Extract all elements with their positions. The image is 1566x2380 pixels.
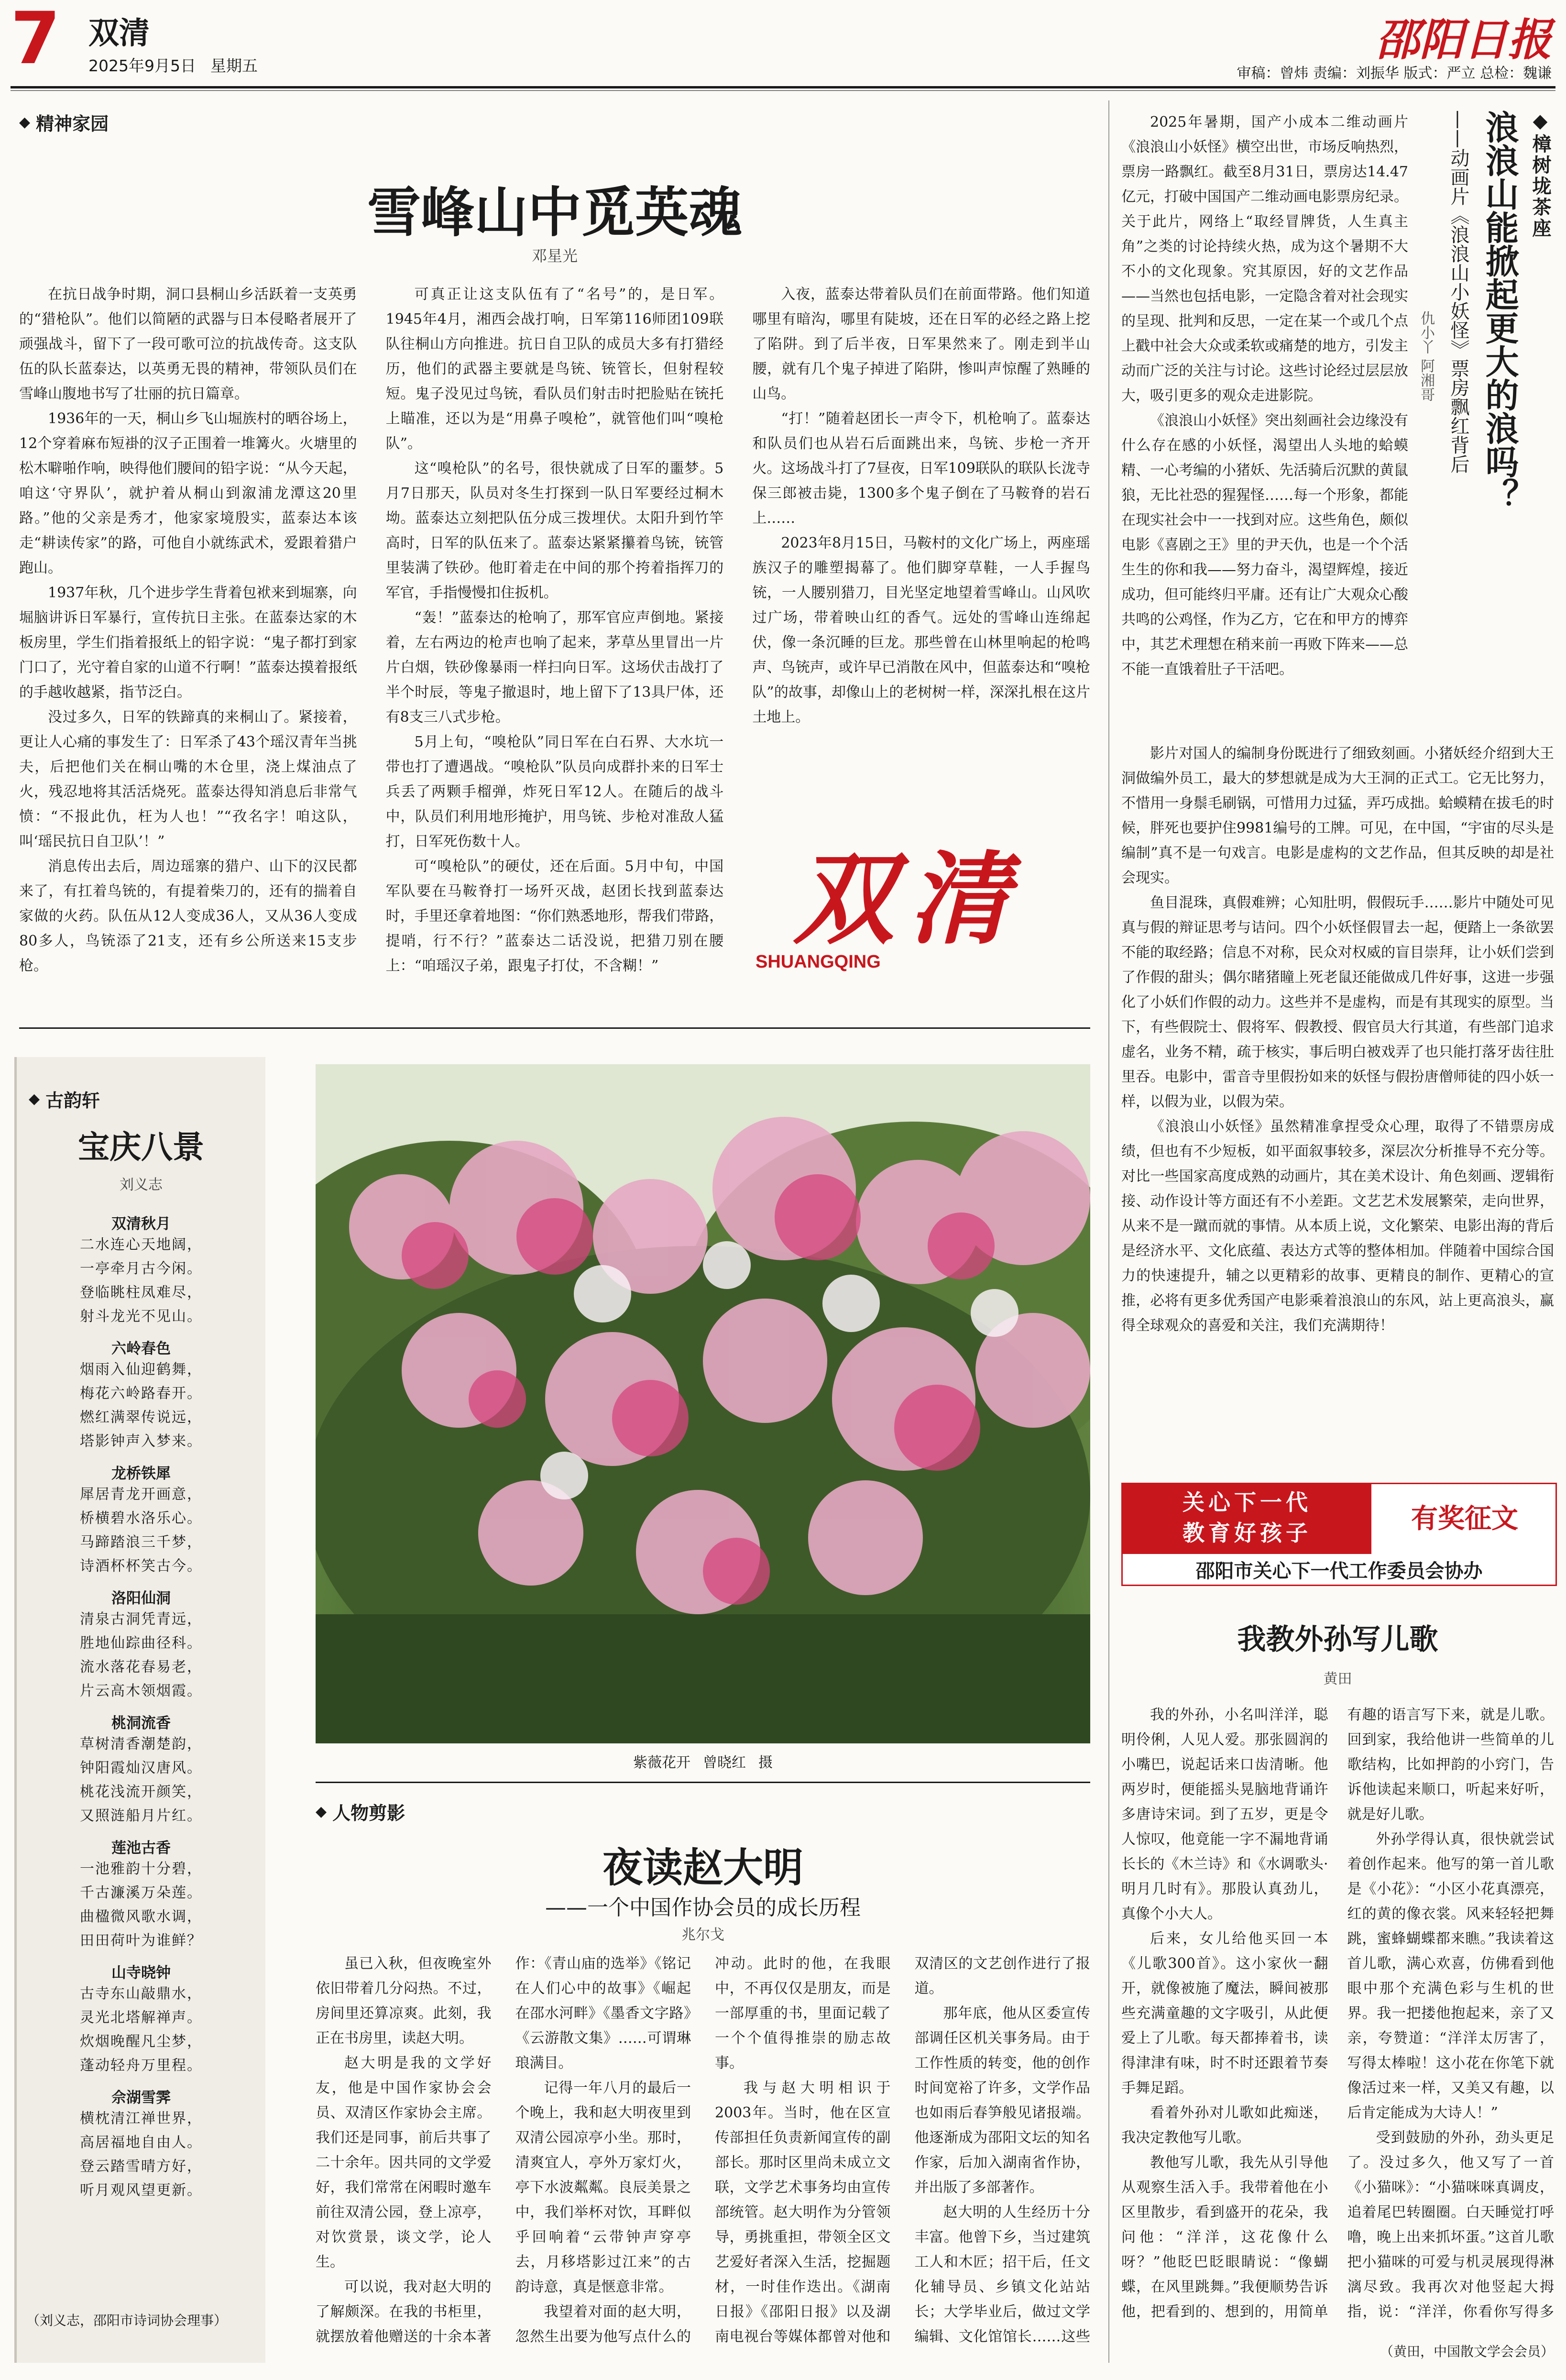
poem-line: 草树清香潮楚韵， — [80, 1736, 202, 1752]
section-label-text: 古韵轩 — [45, 1090, 100, 1111]
article-author: 邓星光 — [531, 247, 578, 265]
poem-line: 蓬动轻舟万里程。 — [80, 2057, 202, 2074]
poem-line: 二水连心天地阔， — [80, 1236, 202, 1253]
paragraph: 1936年的一天，桐山乡飞山堀族村的晒谷场上，12个穿着麻布短褂的汉子正围着一堆篝火。火塘里的松木噼啪作响，映得他们腰间的铅字说：“从今天起，咱这‘守界队’，就护着从桐山到溆浦龙潭这20里路。”他的父亲是秀才，他家家境殷实，蓝泰达本该走“耕读传家”的路，可他自小就练武术，爱跟着猎户跑山。 — [19, 410, 357, 576]
shuangqing-logo-en: SHUANGQING — [756, 952, 881, 972]
paragraph: 受到鼓励的外孙，劲头更足了。没过多久，他又写了一首《小猫咪》：“小猫咪咪真调皮，追着尾巴转圈圈。白天睡觉打呼噜，晚上出来抓坏蛋。”这首儿歌把小猫咪的可爱与机灵展现得淋漓尽致。我再次对他竖起大拇指，说：“洋洋，你看你写得多 — [1347, 2129, 1554, 2320]
section-label-text: 人物剪影 — [332, 1803, 405, 1824]
poem-line: 燃红满翠传说远， — [80, 1409, 202, 1426]
poem — [19, 2085, 263, 2203]
poem — [19, 1212, 263, 1329]
poem-line: 桥横碧水洛乐心。 — [80, 1510, 202, 1527]
poem-line: 田田荷叶为谁鲜？ — [80, 1932, 202, 1949]
masthead-rule — [11, 86, 1555, 88]
page-number: 7 — [11, 0, 61, 80]
poem-line: 又照涟船月片红。 — [80, 1807, 202, 1824]
article-subtitle: ——一个中国作协会员的成长历程 — [545, 1895, 861, 1920]
paragraph: 教他写儿歌，我先从引导他从观察生活入手。我带着他在小区里散步，看到盛开的花朵，我问他：“洋洋，这花像什么呀？”他眨巴眨眼睛说：“像蝴蝶，在风里跳舞。”我便顺势告诉他，把看到的、想到的，用简单有趣的语言写下来，就是儿歌。回到家，我给他讲一些简单的儿歌结构，比如押韵的小窍门，告诉他读起来顺口，听起来好听，就是好儿歌。 — [1121, 1707, 1554, 2320]
poem — [19, 1586, 263, 1703]
paragraph: 在抗日战争时期，洞口县桐山乡活跃着一支英勇的“猎枪队”。他们以简陋的武器与日本侵略者展开了顽强战斗，留下了一段可歌可泣的抗战传奇。这支队伍的队长蓝泰达，以英勇无畏的精神，带领队员们在雪峰山腹地书写了壮丽的抗日篇章。 — [19, 286, 357, 402]
section-label-renwu — [316, 1798, 405, 1825]
paragraph: 消息传出去后，周边瑶寨的猎户、山下的汉民都来了，有扛着鸟铳的，有提着柴刀的，还有的揣着自家做的火药。队伍从12人变成36人，又从36人变成80多人，鸟铳添了21支，还有乡公所送来15支步枪。 — [19, 858, 357, 974]
poem-line: 片云高木领烟霞。 — [80, 1683, 202, 1699]
poem-line: 一池雅韵十分碧， — [80, 1861, 202, 1877]
poem-title: 莲池古香 — [111, 1840, 171, 1857]
section-label-text: 精神家园 — [36, 113, 109, 134]
paragraph: 可真正让这支队伍有了“名号”的，是日军。1945年4月，湘西会战打响，日军第116师团109联队往桐山方向推进。抗日自卫队的成员大多有打猎经历，他们的武器主要就是鸟铳、铳管长，但射程较短。鬼子没见过鸟铳，看队员们射击时把脸贴在铳托上瞄准，还以为是“用鼻子嗅枪”，就管他们叫“嗅枪队”。 — [385, 286, 724, 452]
section-label-text: 樟树垅茶座 — [1529, 134, 1551, 239]
poem — [19, 1836, 263, 1953]
staff-credits: 审稿：曾炜 责编：刘振华 版式：严立 总检：魏谦 — [1237, 65, 1552, 82]
paragraph: 我的外孙，小名叫洋洋，聪明伶俐，人见人爱。那张圆润的小嘴巴，说起话来口齿清晰。他两岁时，便能摇头晃脑地背诵许多唐诗宋词。到了五岁，更是令人惊叹，他竟能一字不漏地背诵长长的《木兰诗》和《水调歌头·明月几时有》。那股认真劲儿，真像个小大人。 — [1121, 1707, 1328, 1922]
poem-line: 古寺东山敲鼎水， — [80, 1985, 202, 2002]
author-note: （黄田，中国散文学会会员） — [1380, 2344, 1554, 2359]
paragraph: 赵大明是我的文学好友，他是中国作家协会会员、双清区作家协会主席。我们还是同事，前后共事了二十余年。因共同的文学爱好，我们常常在闲暇时邀车前往双清公园，登上凉亭，对饮赏景，谈文学，论人生。 — [316, 2055, 492, 2270]
paragraph: 那年底，他从区委宣传部调任区机关事务局。由于工作性质的转变，他的创作时间宽裕了许多，文学作品也如雨后春笋般见诸报端。他逐渐成为邵阳文坛的知名作家，后加入湖南省作协，并出版了多部著作。 — [914, 2005, 1090, 2196]
paragraph: 我与赵大明相识于2003年。当时，他在区宣传部担任负责新闻宣传的副部长。那时区里尚未成立文联，文学艺术事务均由宣传部统管。赵大明作为分管领导，勇挑重担，带领全区文艺爱好者深入生活，挖掘题材，一时佳作迭出。《湖南日报》《邵阳日报》以及湖南电视台等媒体都曾对他和双清区的文艺创作进行了报道。 — [715, 1955, 1090, 2345]
diamond-icon: ◆ — [29, 1091, 40, 1107]
poem-title: 双清秋月 — [111, 1215, 171, 1233]
poem-line: 曲楹微风歌水调， — [80, 1908, 202, 1925]
poet-note: （刘义志，邵阳市诗词协会理事） — [26, 2313, 228, 2328]
chahua-title-block — [1415, 110, 1554, 741]
diamond-icon: ◆ — [19, 114, 31, 131]
contest-slogan — [1123, 1484, 1371, 1554]
masthead-rule-thin — [11, 90, 1555, 91]
contest-banner — [1121, 1483, 1557, 1586]
poem-line: 射斗龙光不见山。 — [80, 1308, 202, 1325]
poem — [19, 1461, 263, 1578]
poem-collection-title: 宝庆八景 — [78, 1129, 204, 1166]
divider — [316, 1782, 1090, 1783]
paragraph: 《浪浪山小妖怪》突出刻画社会边缘没有什么存在感的小妖怪，渴望出人头地的蛤蟆精、一心考编的小猪妖、先活骑后沉默的黄鼠狼，无比社恐的猩猩怪……每一个形象，都能在现实社会中一一找到对应。这些角色，颇似电影《喜剧之王》里的尹天仇，也是一个个活生生的你和我——努力奋斗，渴望辉煌，接近成功，但可能终归平庸。还有让广大观众心酸共鸣的公鸡怪，作为乙方，它在和甲方的博弈中，其艺术理想在稍来前一再败下阵来——总不能一直饿着肚子干活吧。 — [1121, 412, 1408, 678]
contest-badge: 有奖征文 — [1411, 1503, 1518, 1534]
article-subtitle: ——动画片《浪浪山小妖怪》票房飘红背后 — [1447, 110, 1469, 474]
page-name: 双清 — [88, 16, 150, 51]
shuangqing-logo — [736, 840, 1081, 990]
poem — [19, 1336, 263, 1454]
section-label-jingshen — [19, 109, 109, 135]
section-label-guyun — [29, 1086, 100, 1112]
article-title: 雪峰山中觅英魂 — [367, 182, 742, 244]
paragraph: 1937年秋，几个进步学生背着包袱来到堀寨，向堀脑讲诉日军暴行，宣传抗日主张。在蓝泰达家的木板房里，学生们指着报纸上的铅字说：“鬼子都打到家门口了，光守着自家的山道不行啊！”蓝泰达摸着报纸的手越收越紧，指节泛白。 — [19, 584, 357, 701]
paragraph: 可“嗅枪队”的硬仗，还在后面。5月中旬，中国军队要在马鞍脊打一场歼灭战，赵团长找到蓝泰达时，手里还拿着地图：“你们熟悉地形，帮我们带路，提哨，行不行？”蓝泰达二话没说，把猎刀别在腰上：“咱瑶汉子弟，跟鬼子打仗，不含糊！” — [385, 858, 724, 974]
poem-list — [19, 1208, 263, 2210]
poem-line: 马蹄踏浪三千梦， — [80, 1534, 202, 1551]
poem — [19, 1961, 263, 2078]
poem-line: 钟阳霞灿汉唐风。 — [80, 1760, 202, 1776]
flower-photo — [316, 1064, 1090, 1743]
poem-line: 塔影钟声入梦来。 — [80, 1433, 202, 1450]
diamond-icon: ◆ — [1529, 110, 1551, 134]
poem-title: 佘湖雪霁 — [111, 2089, 171, 2106]
photo-credit: 摄 — [758, 1754, 773, 1771]
poem-line: 诗酒杯杯笑古今。 — [80, 1558, 202, 1575]
poem-title: 六岭春色 — [111, 1340, 171, 1357]
article-body-erge — [1121, 1703, 1554, 2339]
paper-name: 邵阳日报 — [1375, 14, 1552, 66]
poem-line: 烟雨入仙迎鹤舞， — [80, 1361, 202, 1378]
paragraph: 记得一年八月的最后一个晚上，我和赵大明夜里到双清公园凉亭小坐。那时，清爽宜人，亭外万家灯火，亭下水波粼粼。良辰美景之中，我们举杯对饮，耳畔似乎回响着“云带钟声穿亭去，月移塔影过江来”的古韵诗意，真是惬意非常。 — [515, 2080, 691, 2295]
poem-line: 横枕清江禅世界， — [80, 2110, 202, 2127]
poem-line: 高居福地自由人。 — [80, 2134, 202, 2151]
poem-line: 梅花六岭路春开。 — [80, 1385, 202, 1402]
poem-line: 登临眺柱凤难尽， — [80, 1284, 202, 1301]
divider — [19, 1027, 1090, 1029]
poem-title: 洛阳仙洞 — [111, 1590, 171, 1607]
article-body-chahua — [1121, 110, 1408, 741]
paragraph: 可以说，我对赵大明的了解颇深。在我的书柜里，就摆放着他赠送的十余本著作：《青山庙的选举》《铭记在人们心中的故事》《崛起在邵水河畔》《墨香文字路》《云游散文集》……可谓琳琅满目。 — [316, 1955, 691, 2345]
diamond-icon: ◆ — [316, 1803, 327, 1820]
article-body-chahua-cont — [1121, 741, 1554, 1461]
paragraph: 5月上旬，“嗅枪队”同日军在白石界、大水坑一带也打了遭遇战。“嗅枪队”队员向成群扑来的日军士兵丢了两颗手榴弹，炸死日军12人。在随后的战斗中，队员们利用地形掩护，用鸟铳、步枪对准敌人猛打，日军死伤数十人。 — [385, 734, 724, 850]
article-title: 浪浪山能掀起更大的浪吗？ — [1480, 110, 1519, 512]
paragraph: 虽已入秋，但夜晚室外依旧带着几分闷热。不过，房间里还算凉爽。此刻，我正在书房里，读赵大明。 — [316, 1955, 492, 2047]
article-title: 夜读赵大明 — [602, 1844, 803, 1891]
poem-line: 清泉古洞凭青远， — [80, 1611, 202, 1628]
photo-caption — [316, 1751, 1090, 1772]
article-author: 黄田 — [1323, 1671, 1352, 1687]
poem-line: 登云踏雪晴方好， — [80, 2158, 202, 2175]
paragraph: 2025年暑期，国产小成本二维动画片《浪浪山小妖怪》横空出世，市场反响热烈，票房一路飘红。截至8月31日，票房达14.47亿元，打破中国国产二维动画电影票房纪录。关于此片，网络上“取经冒牌货，人生真主角”之类的讨论持续火热，成为这个暑期不大不小的文化现象。究其原因，好的文艺作品——当然也包括电影，一定隐含着对社会现实的呈现、批判和反思，一定在某一个或几个点上戳中社会大众或柔软或痛楚的地方，引发主动而广泛的关注与讨论。这些讨论经过层层放大，吸引更多的观众走进影院。 — [1121, 114, 1408, 404]
column-rule — [1108, 100, 1109, 2363]
poem-author: 刘义志 — [120, 1177, 163, 1193]
photographer: 曾晓红 — [703, 1754, 746, 1771]
paragraph: 没过多久，日军的铁蹄真的来桐山了。紧接着，更让人心痛的事发生了：日军杀了43个瑶汉青年当挑夫，后把他们关在桐山嘴的木仓里，浇上煤油点了火，残忍地将其活活烧死。蓝泰达得知消息后非常气愤：“不报此仇，枉为人也！”“孜名字！咱这队，叫‘瑶民抗日自卫队’！” — [19, 709, 357, 850]
article-title: 我教外孙写儿歌 — [1237, 1623, 1438, 1656]
poem-line: 胜地仙踪曲径科。 — [80, 1635, 202, 1652]
section-label-chahua — [1527, 110, 1554, 741]
contest-line1: 关心下一代 — [1183, 1489, 1312, 1515]
paragraph: “轰！”蓝泰达的枪响了，那军官应声倒地。紧接着，左右两边的枪声也响了起来，茅草丛里冒出一片片白烟，铁砂像暴雨一样扫向日军。这场伏击战打了半个时辰，等鬼子撤退时，地上留下了13具尸体，还有8支三八式步枪。 — [385, 609, 724, 726]
poem — [19, 1711, 263, 1828]
paragraph: 看着外孙对儿歌如此痴迷，我决定教他写儿歌。 — [1121, 2105, 1328, 2146]
poem-line: 听月观风望更新。 — [80, 2182, 202, 2199]
poem-line: 一亭牵月古今闲。 — [80, 1260, 202, 1277]
article-authors: 仇小丫 阿湘哥 — [1418, 311, 1435, 402]
shuangqing-logo-cn: 双清 — [793, 840, 1023, 958]
poem-title: 桃洞流香 — [111, 1715, 171, 1732]
poem-title: 龙桥铁犀 — [111, 1465, 171, 1482]
poem-line: 桃花浅流开颜笑， — [80, 1784, 202, 1800]
paragraph: 《浪浪山小妖怪》虽然精准拿捏受众心理，取得了不错票房成绩，但也有不少短板，如平面叙事较多，深层次分析推导不充分等。对比一些国家高度成熟的动画片，其在美术设计、角色刻画、逻辑衔接、动作设计等方面还有不小差距。文艺艺术发展繁荣，走向世界，从来不是一蹴而就的事情。从本质上说，文化繁荣、电影出海的背后是经济水平、文化底蕴、表达方式等的整体相加。伴随着中国综合国力的快速提升，辅之以更精彩的故事、更精良的制作、更精心的宣推，必将有更多优秀国产电影乘着浪浪山的东风，站上更高浪头，赢得全球观众的喜爱和关注，我们充满期待！ — [1121, 1118, 1554, 1334]
poem-line: 炊烟晚醒凡尘梦， — [80, 2033, 202, 2050]
poem-line: 犀居青龙开画意， — [80, 1486, 202, 1503]
contest-line2: 教育好孩子 — [1183, 1520, 1312, 1546]
poem-line: 流水落花春易老， — [80, 1659, 202, 1675]
date: 2025年9月5日 — [88, 56, 196, 75]
contest-organizer: 邵阳市关心下一代工作委员会协办 — [1195, 1560, 1483, 1582]
paragraph: 这“嗅枪队”的名号，很快就成了日军的噩梦。5月7日那天，队员对冬生打探到一队日军要经过桐木坳。蓝泰达立刻把队伍分成三拨埋伏。太阳升到竹竿高时，日军的队伍来了。蓝泰达紧紧攥着鸟铳，铳管里装满了铁砂。他盯着走在中间的那个挎着指挥刀的军官，手指慢慢扣住扳机。 — [385, 460, 724, 601]
paragraph: 2023年8月15日，马鞍村的文化广场上，两座瑶族汉子的雕塑揭幕了。他们脚穿草鞋，一人手握鸟铳，一人腰别猎刀，目光坚定地望着雪峰山。山风吹过广场，带着映山红的香气。远处的雪峰山连绵起伏，像一条沉睡的巨龙。那些曾在山林里响起的枪鸣声、鸟铳声，或许早已消散在风中，但蓝泰达和“嗅枪队”的故事，却像山上的老树树一样，深深扎根在这片土地上。 — [752, 535, 1090, 726]
paragraph: 影片对国人的编制身份既进行了细致刻画。小猪妖经介绍到大王洞做编外员工，最大的梦想就是成为大王洞的正式工。它无比努力，不惜用一身鬃毛刷锅，可惜用力过猛，弄巧成拙。蛤蟆精在拔毛的时候，胖死也要护住9981编号的工牌。可见，在中国，“宇宙的尽头是编制”真不是一句戏言。电影是虚构的文艺作品，但其反映的却是社会现实。 — [1121, 745, 1554, 886]
paragraph: 后来，女儿给他买回一本《儿歌300首》。这小家伙一翻开，就像被施了魔法，瞬间被那些充满童趣的文字吸引，从此便爱上了儿歌。每天都捧着书，读得津津有味，时不时还跟着节奏手舞足蹈。 — [1121, 1930, 1328, 2096]
paragraph: 入夜，蓝泰达带着队员们在前面带路。他们知道哪里有暗沟，哪里有陡坡，还在日军的必经之路上挖了陷阱。到了后半夜，日军果然来了。刚走到半山腰，就有几个鬼子掉进了陷阱，惨叫声惊醒了熟睡的山鸟。 — [752, 286, 1090, 402]
weekday: 星期五 — [210, 56, 258, 75]
article-author: 兆尔戈 — [681, 1927, 724, 1943]
caption-text: 紫薇花开 — [633, 1754, 690, 1771]
poem-line: 千古濂溪万朵莲。 — [80, 1884, 202, 1901]
paragraph: 鱼目混珠，真假难辨；心知肚明，假假玩手……影片中随处可见真与假的辩证思考与诘问。四个小妖怪假冒去一起，便踏上一条欲罢不能的取经路；信息不对称，民众对权威的盲目崇拜，让小妖们尝到了作假的甜头；偶尔睹猪瞳上死老鼠还能做成几件好事，这进一步强化了小妖们作假的动力。这些并不是虚构，而是有其现实的原型。当下，有些假院士、假将军、假教授、假官员大行其道，有些部门追求虚名，业务不精，疏于核实，事后明白被戏弄了也只能打落牙齿往肚里吞。电影中，雷音寺里假扮如来的妖怪与假扮唐僧师徒的四小妖一样，以假为业，以假为荣。 — [1121, 894, 1554, 1110]
issue-date — [88, 54, 258, 76]
paragraph: 外孙学得认真，很快就尝试着创作起来。他写的第一首儿歌是《小花》：“小区小花真漂亮，红的黄的像衣裳。风来轻轻把舞跳，蜜蜂蝴蝶都来瞧。”我读着这首儿歌，满心欢喜，仿佛看到他眼中那个充满色彩与生机的世界。我一把搂他抱起来，亲了又亲，夸赞道：“洋洋太厉害了，写得太棒啦！这小花在你笔下就像活过来一样，又美又有趣，以后肯定能成为大诗人！” — [1347, 1831, 1554, 2121]
paragraph: 我望着对面的赵大明，忽然生出要为他写点什么的冲动。此时的他，在我眼中，不再仅仅是朋友，而是一部厚重的书，里面记载了一个个值得推崇的励志故事。 — [515, 1955, 891, 2345]
poem-title: 山寺晓钟 — [111, 1964, 171, 1982]
article-body-renwu — [316, 1951, 1090, 2363]
paragraph: “打！”随着赵团长一声令下，机枪响了。蓝泰达和队员们也从岩石后面跳出来，鸟铳、步枪一齐开火。这场战斗打了7昼夜，日军109联队的联队长泷寺保三郎被击毙，1300多个鬼子倒在了马鞍脊的岩石上…… — [752, 410, 1090, 527]
paragraph: 赵大明的人生经历十分丰富。他曾下乡，当过建筑工人和木匠；招干后，任文化辅导员、乡镇文化站站长；大学毕业后，做过文学编辑、文化馆馆长……这些 — [914, 2204, 1090, 2345]
poem-line: 灵光北塔解禅声。 — [80, 2009, 202, 2026]
